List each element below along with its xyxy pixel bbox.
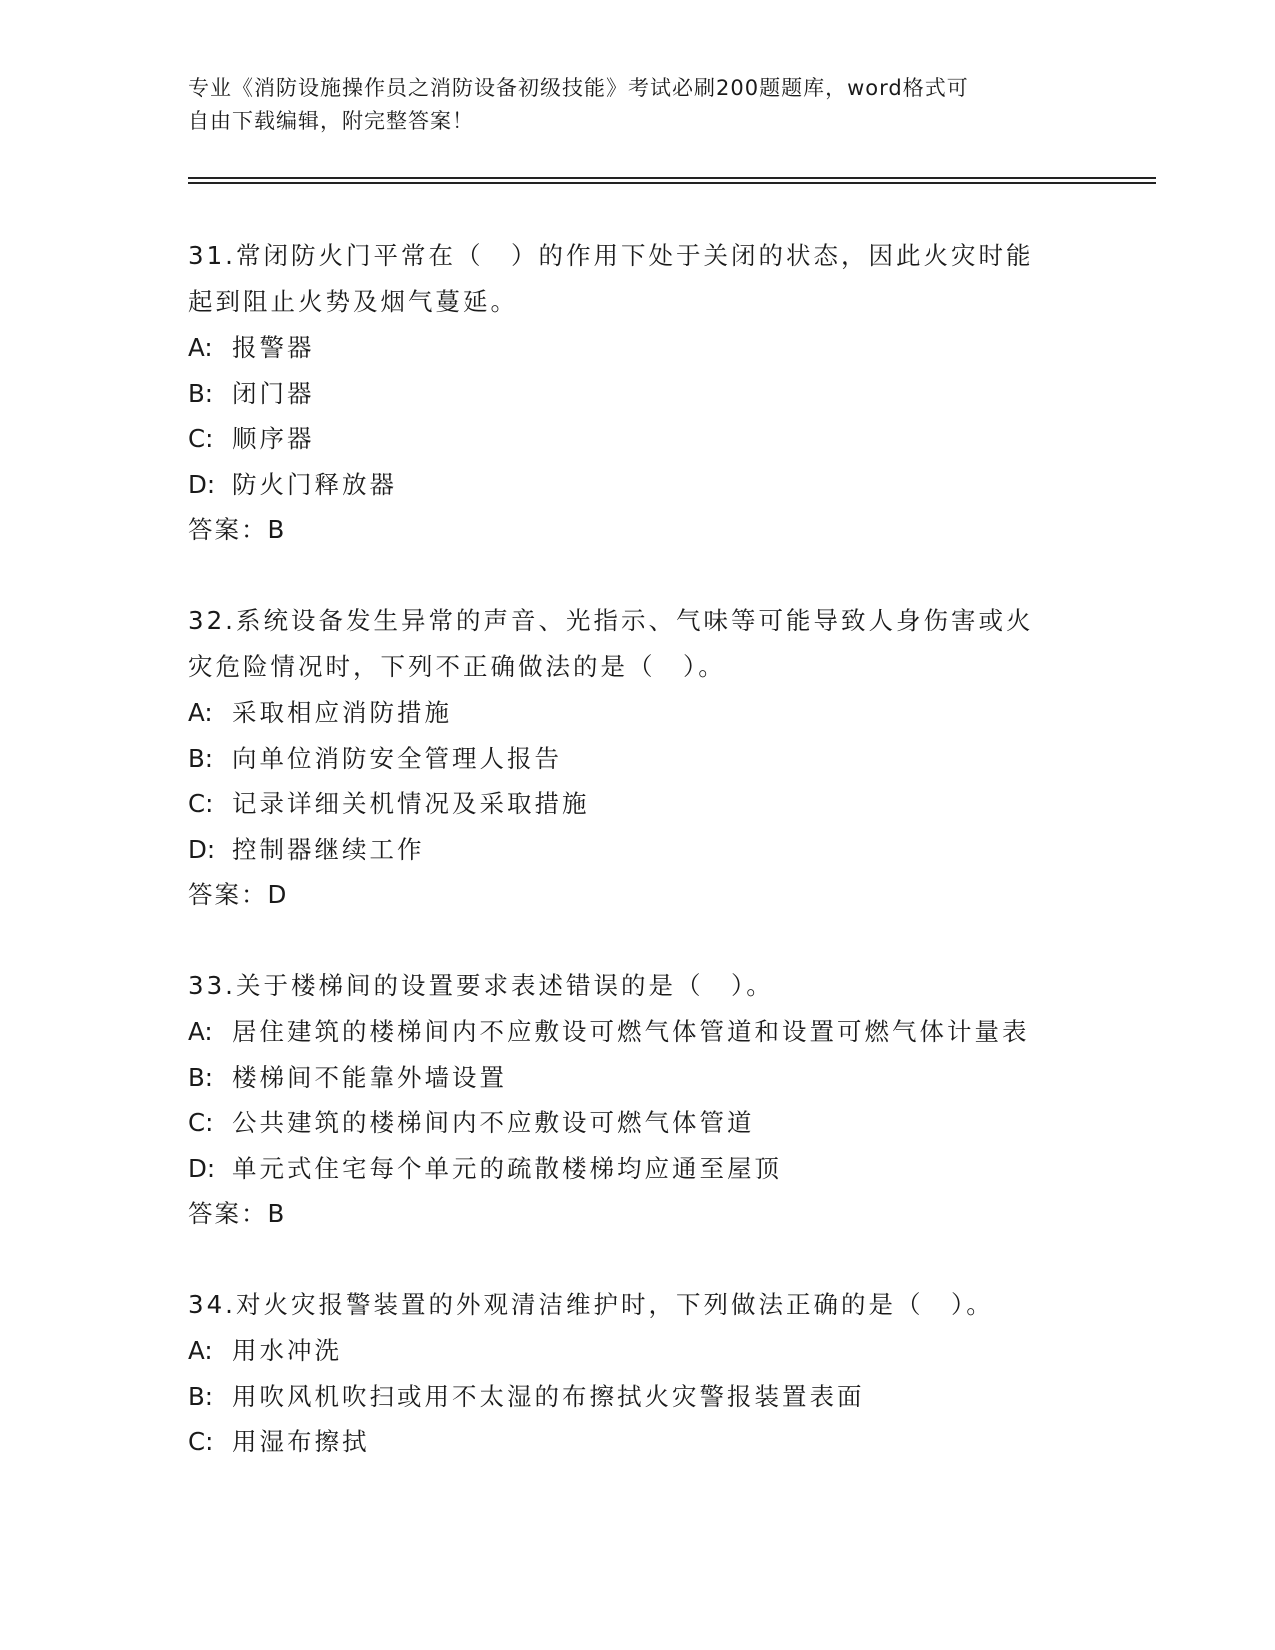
option-text: 闭门器 [232,378,315,408]
option-letter: A: [188,333,213,362]
option-text: 顺序器 [232,424,315,453]
option-text: 报警器 [232,333,315,362]
question-stem [188,233,1088,325]
option-b [188,371,1088,417]
header-divider-bottom [188,182,1156,184]
option-letter: B: [188,378,214,408]
option-letter: C: [188,1427,214,1456]
option-letter: B: [188,1062,214,1092]
question-31 [188,233,1088,552]
option-text: 记录详细关机情况及采取措施 [232,789,590,818]
question-stem-line: 34.对火灾报警装置的外观清洁维护时，下列做法正确的是（ ）。 [188,1290,994,1319]
option-c [188,416,1088,462]
option-letter: C: [188,424,214,453]
option-a [188,690,1088,736]
option-text: 单元式住宅每个单元的疏散楼梯均应通至屋顶 [232,1153,782,1183]
question-33 [188,963,1088,1236]
question-34 [188,1282,1088,1465]
option-c [188,781,1088,827]
question-stem [188,1282,1088,1328]
question-32 [188,598,1088,917]
option-c [188,1100,1088,1146]
question-stem-line: 灾危险情况时，下列不正确做法的是（ ）。 [188,652,726,681]
option-letter: D: [188,1153,216,1183]
option-letter: A: [188,1017,213,1046]
option-text: 楼梯间不能靠外墙设置 [232,1062,507,1092]
option-text: 向单位消防安全管理人报告 [232,743,562,773]
option-d [188,827,1088,873]
option-text: 居住建筑的楼梯间内不应敷设可燃气体管道和设置可燃气体计量表 [232,1017,1030,1046]
question-stem-line: 33.关于楼梯间的设置要求表述错误的是（ ）。 [188,971,774,1000]
option-letter: B: [188,1381,214,1411]
option-letter: C: [188,1108,214,1137]
option-b [188,736,1088,782]
option-letter: C: [188,789,214,818]
question-stem-line: 32.系统设备发生异常的声音、光指示、气味等可能导致人身伤害或火 [188,606,1034,635]
question-stem [188,963,1088,1009]
option-b [188,1055,1088,1101]
option-a [188,1009,1088,1055]
question-stem [188,598,1088,690]
answer-line: 答案：D [188,880,289,909]
option-text: 公共建筑的楼梯间内不应敷设可燃气体管道 [232,1108,755,1137]
option-d [188,462,1088,508]
document-header [188,72,1088,138]
answer-line: 答案：B [188,1199,287,1228]
option-text: 采取相应消防措施 [232,698,452,727]
option-text: 用湿布擦拭 [232,1427,370,1456]
option-text: 防火门释放器 [232,469,397,499]
option-a [188,325,1088,371]
header-divider-top [188,177,1156,179]
question-stem-line: 起到阻止火势及烟气蔓延。 [188,287,518,316]
option-text: 控制器继续工作 [232,834,425,864]
option-letter: D: [188,469,216,499]
question-list [188,233,1088,1511]
option-d [188,1146,1088,1192]
header-line-1: 专业《消防设施操作员之消防设备初级技能》考试必刷200题题库，word格式可 [188,76,969,100]
option-text: 用吹风机吹扫或用不太湿的布擦拭火灾警报装置表面 [232,1381,865,1411]
option-c [188,1419,1088,1465]
header-line-2: 自由下载编辑，附完整答案！ [188,109,474,133]
option-letter: A: [188,698,213,727]
answer-line: 答案：B [188,515,287,544]
option-letter: A: [188,1336,213,1365]
option-letter: D: [188,834,216,864]
option-text: 用水冲洗 [232,1336,342,1365]
option-b [188,1374,1088,1420]
option-letter: B: [188,743,214,773]
question-stem-line: 31.常闭防火门平常在（ ）的作用下处于关闭的状态，因此火灾时能 [188,241,1034,270]
option-a [188,1328,1088,1374]
